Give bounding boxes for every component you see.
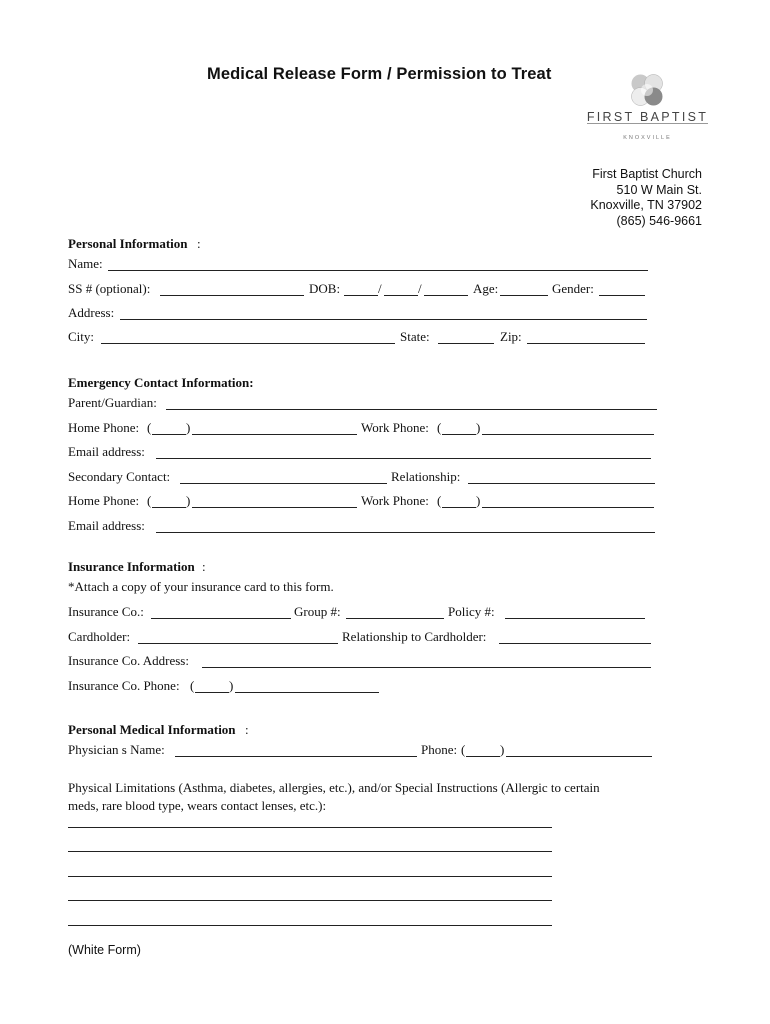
insurance-phone-label: Insurance Co. Phone:	[68, 678, 180, 693]
age-field[interactable]	[500, 295, 548, 296]
cardholder-label: Cardholder:	[68, 629, 131, 644]
insurance-company-label: Insurance Co.:	[68, 604, 144, 619]
dob-label: DOB:	[309, 281, 341, 296]
home-phone-paren-close-1: )	[186, 420, 191, 435]
medical-heading: Personal Medical Information	[68, 722, 236, 737]
address-field[interactable]	[120, 319, 647, 320]
physician-phone-paren-close: )	[500, 742, 505, 757]
secondary-contact-field[interactable]	[180, 483, 387, 484]
physician-phone-label: Phone:	[421, 742, 458, 757]
limitations-line-4[interactable]	[68, 900, 552, 901]
limitations-line-2[interactable]	[68, 851, 552, 852]
gender-label: Gender:	[552, 281, 594, 296]
guardian-field[interactable]	[166, 409, 657, 410]
church-address	[590, 167, 702, 229]
state-field[interactable]	[438, 343, 494, 344]
city-field[interactable]	[101, 343, 395, 344]
church-city: Knoxville, TN 37902	[590, 198, 702, 213]
church-street: 510 W Main St.	[616, 182, 702, 197]
gender-field[interactable]	[599, 295, 645, 296]
personal-heading: Personal Information	[68, 236, 188, 251]
cardholder-relationship-field[interactable]	[499, 643, 651, 644]
physician-phone-paren-open: (	[461, 742, 466, 757]
insurance-phone-paren-open: (	[190, 678, 195, 693]
limitations-text-line-1: Physical Limitations (Asthma, diabetes, allergies, etc.), and/or Special Instructions (Allergic to certain	[68, 780, 600, 795]
name-label: Name:	[68, 256, 103, 271]
logo-circles-icon	[627, 70, 667, 110]
form-title: Medical Release Form / Permission to Treat	[207, 65, 552, 83]
physician-label: Physician s Name:	[68, 742, 165, 757]
logo-subtitle: KNOXVILLE	[623, 135, 672, 141]
work-phone-paren-open-1: (	[437, 420, 442, 435]
home-phone-field-1[interactable]	[192, 434, 357, 435]
insurance-address-field[interactable]	[202, 667, 651, 668]
insurance-phone-field[interactable]	[235, 692, 379, 693]
insurance-address-label: Insurance Co. Address:	[68, 653, 189, 668]
address-label: Address:	[68, 305, 115, 320]
limitations-line-1[interactable]	[68, 827, 552, 828]
policy-label: Policy #:	[448, 604, 495, 619]
email-label-2: Email address:	[68, 518, 145, 533]
relationship-field[interactable]	[468, 483, 655, 484]
limitations-text-line-2: meds, rare blood type, wears contact lenses, etc.):	[68, 798, 327, 813]
dob-slash-1: /	[378, 281, 382, 296]
work-phone-area-field-2[interactable]	[442, 507, 476, 508]
ss-field[interactable]	[160, 295, 304, 296]
cardholder-relationship-label: Relationship to Cardholder:	[342, 629, 487, 644]
work-phone-label-2: Work Phone:	[361, 493, 429, 508]
insurance-note: *Attach a copy of your insurance card to this form.	[68, 579, 334, 594]
work-phone-label-1: Work Phone:	[361, 420, 429, 435]
relationship-label: Relationship:	[391, 469, 461, 484]
state-label: State:	[400, 329, 430, 344]
work-phone-paren-close-1: )	[476, 420, 481, 435]
home-phone-label-2: Home Phone:	[68, 493, 140, 508]
work-phone-paren-close-2: )	[476, 493, 481, 508]
email-field-1[interactable]	[156, 458, 651, 459]
email-field-2[interactable]	[156, 532, 655, 533]
logo-wordmark: FIRST BAPTIST	[586, 110, 709, 124]
work-phone-paren-open-2: (	[437, 493, 442, 508]
zip-label: Zip:	[500, 329, 522, 344]
medical-heading-colon: :	[245, 722, 249, 737]
physician-field[interactable]	[175, 756, 417, 757]
ss-label: SS # (optional):	[68, 281, 151, 296]
insurance-heading-colon: :	[202, 559, 206, 574]
form-footer: (White Form)	[68, 943, 141, 957]
home-phone-area-field-1[interactable]	[152, 434, 186, 435]
dob-month-field[interactable]	[344, 295, 378, 296]
work-phone-field-2[interactable]	[482, 507, 654, 508]
church-name: First Baptist Church	[592, 167, 702, 181]
home-phone-paren-open-2: (	[147, 493, 152, 508]
emergency-heading: Emergency Contact Information:	[68, 375, 254, 390]
dob-year-field[interactable]	[424, 295, 468, 296]
limitations-line-5[interactable]	[68, 925, 552, 926]
work-phone-area-field-1[interactable]	[442, 434, 476, 435]
physician-phone-field[interactable]	[506, 756, 652, 757]
church-logo	[585, 70, 710, 145]
insurance-phone-paren-close: )	[229, 678, 234, 693]
home-phone-area-field-2[interactable]	[152, 507, 186, 508]
dob-day-field[interactable]	[384, 295, 418, 296]
group-label: Group #:	[294, 604, 341, 619]
secondary-contact-label: Secondary Contact:	[68, 469, 171, 484]
group-field[interactable]	[346, 618, 444, 619]
dob-slash-2: /	[418, 281, 422, 296]
personal-heading-colon: :	[197, 236, 201, 251]
home-phone-field-2[interactable]	[192, 507, 357, 508]
home-phone-label-1: Home Phone:	[68, 420, 140, 435]
name-field[interactable]	[108, 270, 648, 271]
home-phone-paren-open-1: (	[147, 420, 152, 435]
policy-field[interactable]	[505, 618, 645, 619]
church-phone: (865) 546-9661	[616, 213, 702, 228]
insurance-phone-area-field[interactable]	[195, 692, 229, 693]
insurance-heading: Insurance Information	[68, 559, 195, 574]
email-label-1: Email address:	[68, 444, 145, 459]
work-phone-field-1[interactable]	[482, 434, 654, 435]
home-phone-paren-close-2: )	[186, 493, 191, 508]
age-label: Age:	[473, 281, 499, 296]
limitations-line-3[interactable]	[68, 876, 552, 877]
cardholder-field[interactable]	[138, 643, 338, 644]
guardian-label: Parent/Guardian:	[68, 395, 157, 410]
logo-rule	[587, 123, 708, 124]
city-label: City:	[68, 329, 95, 344]
insurance-company-field[interactable]	[151, 618, 291, 619]
zip-field[interactable]	[527, 343, 645, 344]
physician-phone-area-field[interactable]	[466, 756, 500, 757]
